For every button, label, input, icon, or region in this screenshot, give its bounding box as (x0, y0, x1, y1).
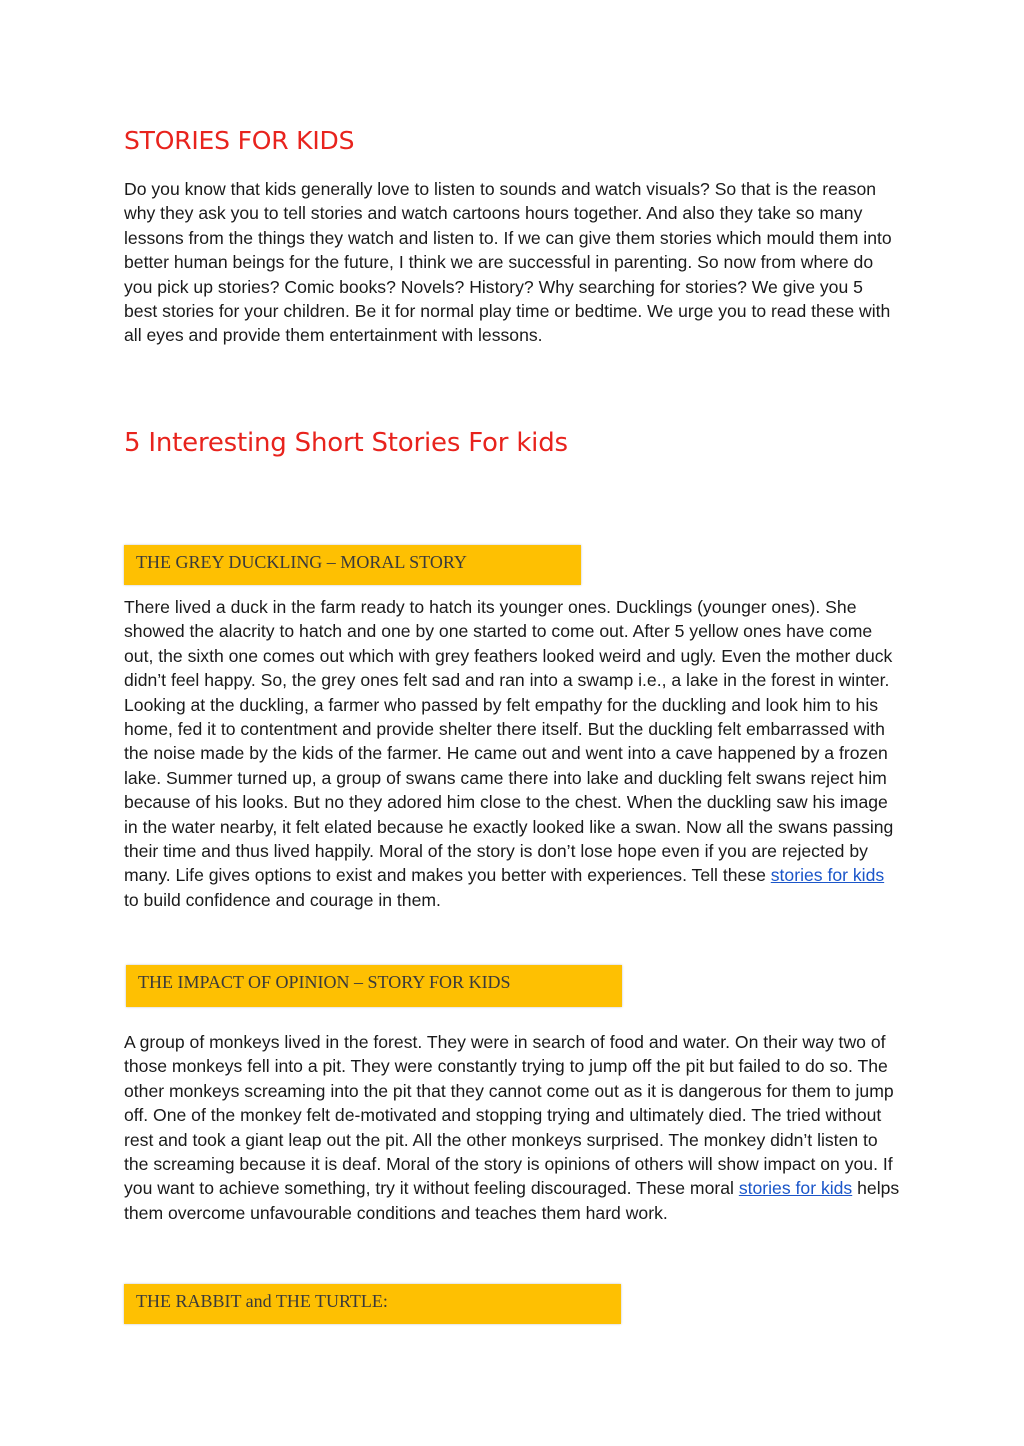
page-title: STORIES FOR KIDS (124, 126, 355, 155)
stories-for-kids-link[interactable]: stories for kids (738, 1178, 853, 1199)
story-banner-impact-of-opinion (126, 965, 622, 1007)
story-text-end: helps them overcome unfavourable conditions and teaches them hard work. (124, 1178, 900, 1223)
story-text-end: to build confidence and courage in them. (124, 889, 441, 910)
intro-paragraph: Do you know that kids generally love to listen to sounds and watch visuals? So that is the reason why they ask you to tell stories and watch cartoons hours together. And also they take so many lessons from the things they watch and listen to. If we can give them stories which mould them into better human beings for the future, I think we are successful in parenting. So now from where do you pick up stories? Comic books? Novels? History? Why searching for stories? We give you 5 best stories for your children. Be it for normal play time or bedtime. We urge you to read these with all eyes and provide them entertainment with lessons. (124, 179, 892, 346)
story-banner-grey-duckling (124, 545, 581, 585)
story-banner-label: THE GREY DUCKLING – MORAL STORY (136, 552, 467, 572)
story-banner-rabbit-turtle (124, 1284, 621, 1324)
stories-for-kids-link[interactable]: stories for kids (770, 865, 885, 886)
story-text: A group of monkeys lived in the forest. They were in search of food and water. On their way two of those monkeys fell into a pit. They were constantly trying to jump off the pit but failed to do so. The other monkeys screaming into the pit that they cannot come out as it is dangerous for them to jump off. One of the monkey felt de-motivated and stopping trying and ultimately died. The tried without rest and took a giant leap out the pit. All the other monkeys surprised. The monkey didn’t listen to the screaming because it is deaf. Moral of the story is opinions of others will show impact on you. If you want to achieve something, try it without feeling discouraged. These moral (124, 1032, 894, 1199)
story-text: There lived a duck in the farm ready to hatch its younger ones. Ducklings (younger ones). She showed the alacrity to hatch and one by one started to come out. After 5 yellow ones have come out, the sixth one comes out which with grey feathers looked weird and ugly. Even the mother duck didn’t feel happy. So, the grey ones felt sad and ran into a swamp i.e., a lake in the forest in winter. Looking at the duckling, a farmer who passed by felt empathy for the duckling and look him to his home, fed it to contentment and provide shelter there itself. But the duckling felt embarrassed with the noise made by the kids of the farmer. He came out and went into a cave happened by a frozen lake. Summer turned up, a group of swans came there into lake and duckling felt swans reject him because of his looks. But no they adored him close to the chest. When the duckling saw his image in the water nearby, it felt elated because he exactly looked like a swan. Now all the swans passing their time and thus lived happily. Moral of the story is don’t lose hope even if you are rejected by many. Life gives options to exist and makes you better with experiences. Tell these (124, 597, 894, 886)
story-banner-label: THE RABBIT and THE TURTLE: (136, 1291, 388, 1311)
story-banner-label: THE IMPACT OF OPINION – STORY FOR KIDS (138, 972, 511, 992)
story-paragraph-grey-duckling (124, 595, 900, 912)
story-paragraph-impact-of-opinion (124, 1030, 900, 1225)
section-heading: 5 Interesting Short Stories For kids (124, 428, 568, 458)
